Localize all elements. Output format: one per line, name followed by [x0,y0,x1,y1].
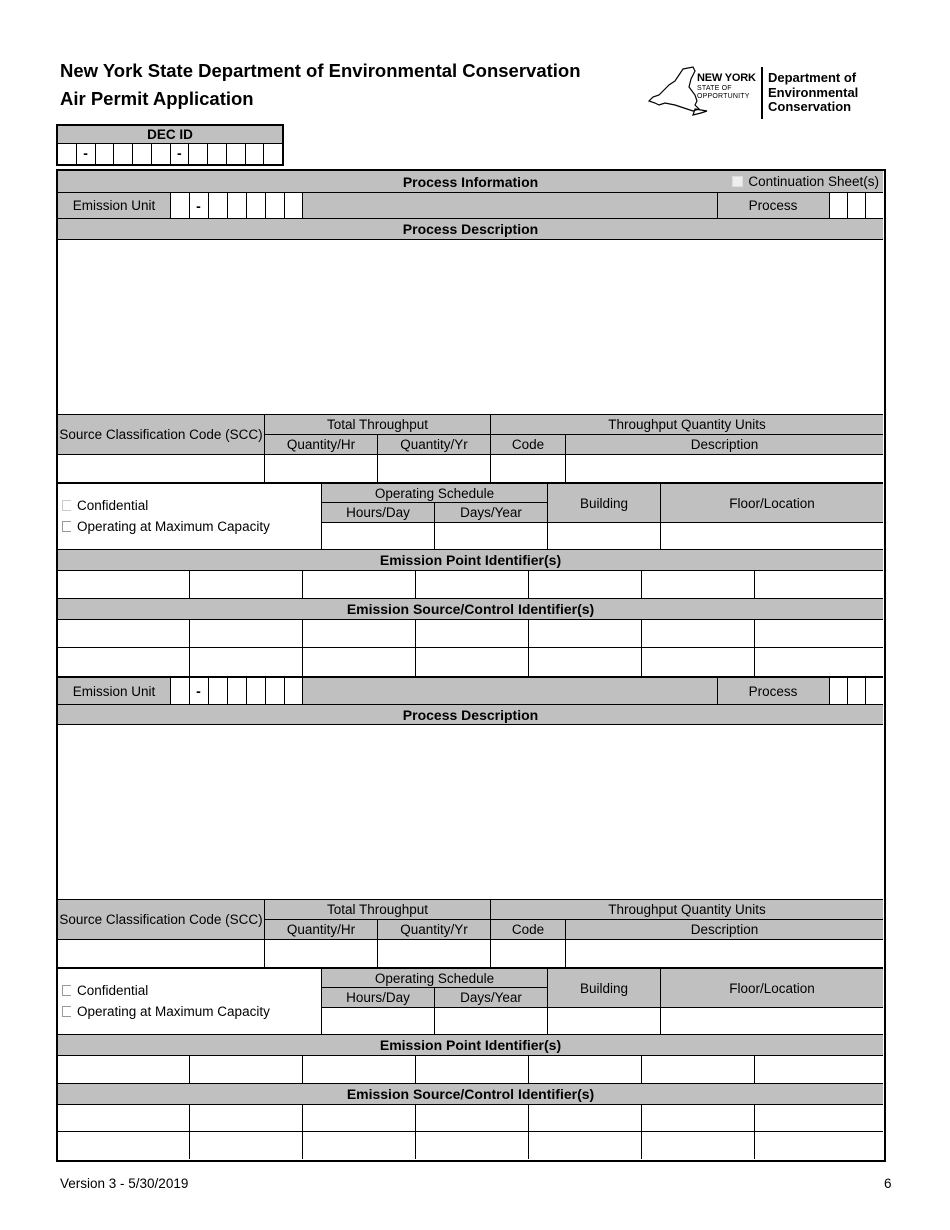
process-information-form [56,169,886,1162]
dec-id-cell[interactable] [264,144,282,164]
description-input[interactable] [566,940,883,968]
confidential-label: Confidential [77,983,149,998]
max-capacity-checkbox[interactable] [62,519,270,534]
quantity-yr-input[interactable] [378,455,491,483]
scc-label: Source Classification Code (SCC) [58,900,265,940]
description-label: Description [566,435,883,455]
dec-logo [645,65,885,121]
dec-id-label: DEC ID [58,126,282,144]
page-number: 6 [884,1176,892,1191]
logo-dept-text: Department of Environmental Conservation [768,70,859,114]
emission-unit-label: Emission Unit [72,683,156,699]
quantity-hr-label: Quantity/Hr [265,435,378,455]
code-label: Code [491,435,566,455]
description-label: Description [566,920,883,940]
confidential-checkbox[interactable] [62,498,148,513]
emission-unit-label: Emission Unit [72,198,156,213]
dec-id-box [56,124,284,166]
operating-schedule-label: Operating Schedule [322,969,548,988]
process-label: Process [748,198,798,213]
quantity-yr-label: Quantity/Yr [378,435,491,455]
total-throughput-label: Total Throughput [265,415,491,435]
checkbox-group [58,969,322,1034]
dec-id-cell[interactable] [114,144,133,164]
scc-label: Source Classification Code (SCC) [58,415,265,455]
emission-source-row[interactable] [58,1132,883,1159]
emission-point-row[interactable] [58,1056,883,1084]
emission-point-header: Emission Point Identifier(s) [58,1035,883,1056]
continuation-sheet-label: Continuation Sheet(s) [748,174,879,189]
emission-unit-dash: - [196,683,201,699]
checkbox-icon [732,176,743,187]
scc-input[interactable] [58,455,265,483]
building-label: Building [548,969,661,1008]
building-label: Building [548,484,661,523]
confidential-checkbox[interactable] [62,983,148,998]
quantity-yr-label: Quantity/Yr [378,920,491,940]
throughput-block [58,900,883,968]
emission-source-row[interactable] [58,1105,883,1132]
form-title: New York State Department of Environmental Conservation [60,60,581,81]
process-description-header: Process Description [58,219,883,240]
dec-id-cell[interactable] [246,144,265,164]
days-year-label: Days/Year [435,503,548,523]
throughput-units-label: Throughput Quantity Units [491,415,883,435]
process-input[interactable] [829,193,883,218]
dec-id-cell[interactable] [133,144,152,164]
max-capacity-label: Operating at Maximum Capacity [77,1004,270,1019]
checkbox-icon [62,500,71,511]
logo-ny-subtext: STATE OF OPPORTUNITY [697,85,750,100]
dec-id-cell[interactable] [58,144,77,164]
dec-id-cell[interactable] [208,144,227,164]
throughput-units-label: Throughput Quantity Units [491,900,883,920]
scc-input[interactable] [58,940,265,968]
building-input[interactable] [548,1008,661,1036]
checkbox-icon [62,1006,71,1017]
quantity-yr-input[interactable] [378,940,491,968]
emission-source-row[interactable] [58,620,883,648]
floor-location-input[interactable] [661,1008,883,1036]
hours-day-label: Hours/Day [322,503,435,523]
max-capacity-label: Operating at Maximum Capacity [77,519,270,534]
process-information-header [58,171,883,193]
floor-location-label: Floor/Location [661,969,883,1008]
process-label: Process [748,683,798,699]
days-year-input[interactable] [435,1008,548,1036]
confidential-label: Confidential [77,498,149,513]
dec-id-cell[interactable] [152,144,171,164]
emission-unit-row [58,193,883,219]
quantity-hr-input[interactable] [265,940,378,968]
process-description-header: Process Description [58,705,883,725]
checkbox-group [58,484,322,549]
dec-id-cells [58,144,282,164]
process-information-title: Process Information [402,173,539,190]
process-description-input[interactable] [58,240,883,415]
process-input[interactable] [829,678,883,704]
checkbox-icon [62,985,71,996]
dec-id-cell[interactable] [189,144,208,164]
form-subtitle: Air Permit Application [60,88,254,109]
floor-location-label: Floor/Location [661,484,883,523]
emission-point-header: Emission Point Identifier(s) [58,550,883,571]
version-label: Version 3 - 5/30/2019 [60,1176,189,1191]
dec-id-dash: - [171,144,190,164]
days-year-input[interactable] [435,523,548,551]
operating-schedule-label: Operating Schedule [322,484,548,503]
emission-source-header: Emission Source/Control Identifier(s) [58,599,883,620]
code-input[interactable] [491,455,566,483]
building-input[interactable] [548,523,661,551]
emission-unit-dash: - [196,197,201,214]
checkbox-icon [62,521,71,532]
emission-unit-row [58,676,883,705]
hours-day-input[interactable] [322,523,435,551]
max-capacity-checkbox[interactable] [62,1004,270,1019]
code-label: Code [491,920,566,940]
dec-id-dash: - [77,144,96,164]
floor-location-input[interactable] [661,523,883,551]
logo-divider [761,67,763,119]
quantity-hr-input[interactable] [265,455,378,483]
schedule-block [58,483,883,550]
logo-ny-text: NEW YORK [697,72,756,84]
total-throughput-label: Total Throughput [265,900,491,920]
emission-point-row[interactable] [58,571,883,599]
description-input[interactable] [566,455,883,483]
continuation-sheet-checkbox[interactable] [732,171,879,192]
emission-source-header: Emission Source/Control Identifier(s) [58,1084,883,1105]
hours-day-input[interactable] [322,1008,435,1036]
process-description-input[interactable] [58,725,883,900]
dec-id-cell[interactable] [227,144,246,164]
dec-id-cell[interactable] [96,144,115,164]
days-year-label: Days/Year [435,988,548,1008]
throughput-block [58,415,883,483]
emission-source-row[interactable] [58,648,883,676]
code-input[interactable] [491,940,566,968]
hours-day-label: Hours/Day [322,988,435,1008]
schedule-block [58,968,883,1035]
quantity-hr-label: Quantity/Hr [265,920,378,940]
